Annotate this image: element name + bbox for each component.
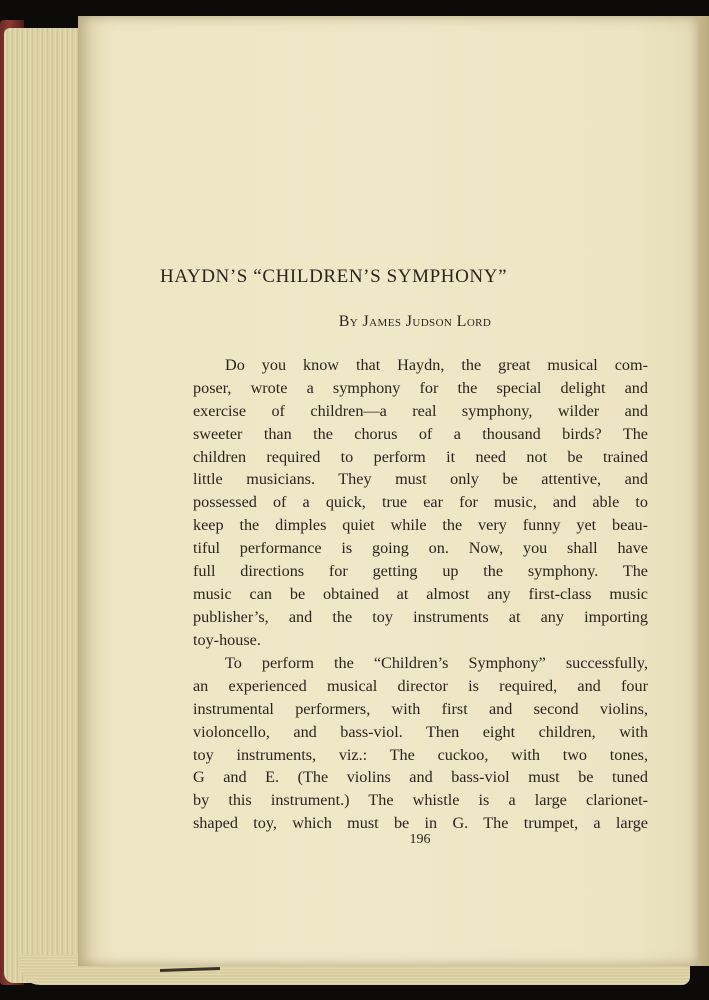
text-line: Do you know that Haydn, the great musical com- bbox=[225, 356, 648, 374]
text-line: tiful performance is going on. Now, you shall have bbox=[193, 539, 648, 558]
text-line: full directions for getting up the symphony. The bbox=[193, 562, 648, 581]
text-line: possessed of a quick, true ear for music, and able to bbox=[193, 493, 648, 512]
author-byline: By James Judson Lord bbox=[338, 313, 492, 330]
text-line: To perform the “Children’s Symphony” successfully, bbox=[225, 654, 648, 672]
text-line: instrumental performers, with first and second violins, bbox=[193, 699, 648, 718]
text-line: publisher’s, and the toy instruments at any importing bbox=[193, 607, 648, 626]
text-line: music can be obtained at almost any first-class music bbox=[193, 584, 648, 603]
text-line: toy instruments, viz.: The cuckoo, with two tones, bbox=[193, 745, 648, 764]
text-line: violoncello, and bass-viol. Then eight children, with bbox=[193, 722, 648, 741]
text-line: by this instrument.) The whistle is a large clarionet- bbox=[193, 791, 648, 810]
chapter-title: HAYDN’S “CHILDREN’S SYMPHONY” bbox=[160, 266, 508, 287]
text-line: shaped toy, which must be in G. The trumpet, a large bbox=[193, 814, 648, 833]
text-line: sweeter than the chorus of a thousand birds? The bbox=[193, 424, 648, 443]
paragraph-2 bbox=[193, 652, 648, 835]
text-line: little musicians. They must only be attentive, and bbox=[193, 470, 648, 489]
text-line: G and E. (The violins and bass-viol must be tuned bbox=[193, 768, 648, 787]
text-line: an experienced musical director is required, and four bbox=[193, 676, 648, 695]
text-line: poser, wrote a symphony for the special delight and bbox=[193, 378, 648, 397]
paragraph-1 bbox=[193, 354, 648, 652]
text-line: children required to perform it need not be trained bbox=[193, 447, 648, 466]
text-line: toy-house. bbox=[193, 630, 261, 649]
text-line: exercise of children—a real symphony, wilder and bbox=[193, 401, 648, 420]
page-number: 196 bbox=[409, 832, 431, 847]
text-line: keep the dimples quiet while the very funny yet beau- bbox=[193, 516, 648, 535]
